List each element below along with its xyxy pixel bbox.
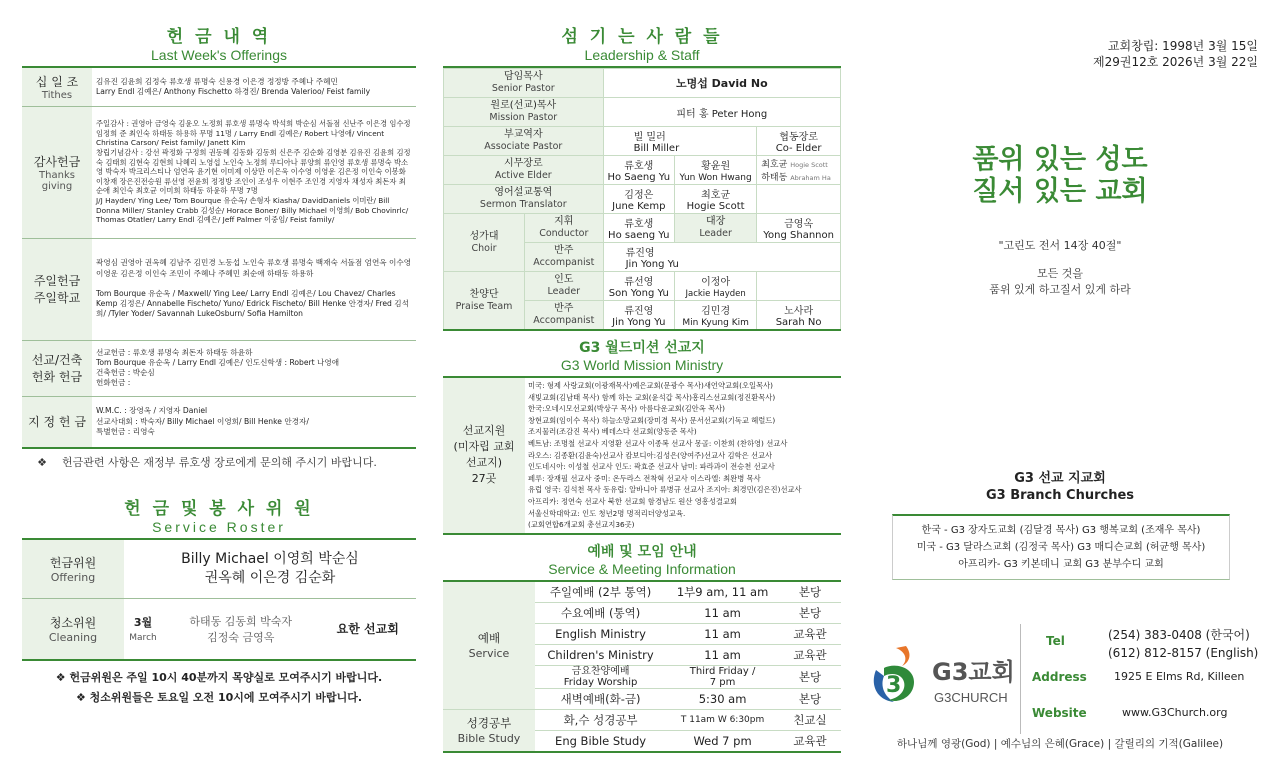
praise-leader-2 — [675, 272, 757, 301]
name-ko: 류진영 — [624, 306, 654, 317]
table-row — [443, 709, 841, 730]
elder-1 — [603, 156, 674, 185]
translator-2 — [675, 185, 757, 214]
tel-korean[interactable]: (254) 383-0408 (한국어) — [1108, 628, 1250, 642]
worship-label — [443, 582, 535, 710]
name-ko: 김민경 — [701, 306, 731, 317]
service-place: 교육관 — [779, 644, 841, 665]
roster-subtitle: Service Roster — [152, 519, 286, 535]
role-ko: 담임목사 — [503, 71, 543, 82]
service-time: T 11am W 6:30pm — [666, 709, 779, 730]
role-choir-leader — [675, 214, 757, 243]
table-row — [444, 98, 841, 127]
name-en: Jackie Hayden — [685, 289, 746, 299]
praise-accompanist-3 — [757, 301, 841, 331]
conductor-name — [603, 214, 674, 243]
name-ko: 최호균 — [761, 160, 788, 170]
label-en: Service — [468, 647, 510, 661]
mission-list — [525, 378, 841, 534]
branch-list — [892, 514, 1230, 580]
list-item: 한국:오네시모선교회(박상구 목사) 아름다운교회(김안옥 목사) — [528, 404, 726, 414]
list-item: 라오스: 김종환(김윤숙)선교사 캄보디아:김성은(양여주)선교사 김학은 선교사 — [528, 450, 773, 460]
name-en: Ho saeng Yu — [608, 230, 670, 241]
footer-tagline: 하나님께 영광(God) | 예수님의 은혜(Grace) | 갈릴리의 기적(Galilee) — [896, 738, 1224, 750]
diamond-bullet-icon: ❖ — [37, 456, 47, 469]
role-en: Active Elder — [494, 170, 552, 181]
website-label: Website — [1032, 706, 1087, 720]
role-ko: 반주 — [554, 303, 574, 314]
name-en: Son Yong Yu — [608, 288, 669, 299]
bible-label — [443, 709, 535, 752]
role-conductor — [525, 214, 604, 243]
offering-committee-cell — [22, 540, 124, 598]
name-ko: 최호균 — [701, 190, 731, 201]
name-en: Yong Shannon — [763, 230, 834, 241]
name-ko: 황윤원 — [701, 161, 731, 172]
praise-accompanist-2 — [675, 301, 757, 331]
verse — [860, 238, 1260, 298]
row-text: W.M.C. : 장영옥 / 지영자 Daniel 선교사대회 : 박숙자/ Billy Michael 이영희/ Bill Henke 안경자/ 특별헌금 : 리영숙 — [92, 396, 416, 448]
name-ko: 빌 밀러 — [633, 132, 666, 143]
roster-note-1: ❖ 헌금위원은 주일 10시 40분까지 목양실로 모여주시기 바랍니다. — [55, 671, 383, 684]
coelders — [757, 156, 841, 185]
logo-name-en: G3CHURCH — [934, 690, 1008, 705]
branch-title-ko: G3 선교 지교회 — [1014, 471, 1106, 486]
roster-table — [22, 540, 416, 661]
role-en: Senior Pastor — [491, 83, 555, 94]
role-en: Mission Pastor — [489, 112, 558, 123]
name-ko: 이정아 — [701, 277, 731, 288]
svg-text:3: 3 — [886, 673, 902, 698]
table-row — [444, 69, 841, 98]
table-row — [444, 272, 841, 301]
list-item: (교회연합6개교회 총선교지36곳) — [528, 520, 635, 530]
divider — [1020, 624, 1021, 734]
list-item: 인도네시아: 이성철 선교사 인도: 곽효준 선교사 남미: 파라과이 전승천 선교사 — [528, 462, 775, 472]
row-label-en: Thanks giving — [39, 169, 75, 192]
list-item: 서울신학대학교: 인도 청년2명 명적리더양성교육. — [528, 508, 686, 518]
coelder-label — [757, 127, 841, 156]
name-en: Abraham Ha — [790, 174, 831, 182]
name-en: Ho Saeng Yu — [607, 172, 671, 183]
list-item: 페루: 장재필 선교사 중미: 온두라스 전착혁 선교사 이스라엘: 최완병 목사 — [528, 473, 761, 483]
name-en: Sarah No — [775, 317, 822, 328]
role-en: Choir — [471, 242, 497, 254]
role-ko: 시무장로 — [503, 158, 543, 169]
name-en: Jin Yong Yu — [612, 317, 666, 328]
role-en: Associate Pastor — [484, 141, 563, 152]
table-row — [444, 185, 841, 214]
row-label-en: Cleaning — [48, 630, 98, 644]
tel-english[interactable]: (612) 812-8157 (English) — [1108, 646, 1259, 660]
role-ko: 부교역자 — [503, 129, 543, 140]
branch-title-en: G3 Branch Churches — [985, 488, 1135, 503]
mission-title: G3 월드미션 선교지 — [579, 340, 705, 356]
cleaning-month — [124, 598, 162, 660]
role-choir — [444, 214, 525, 272]
service-time: 1부9 am, 11 am — [666, 582, 779, 603]
service-name: 수요예배 (통역) — [535, 602, 666, 623]
service-time: Third Friday / 7 pm — [666, 665, 779, 688]
tel-numbers — [1108, 626, 1258, 662]
role-ko: 영어설교통역 — [494, 187, 553, 198]
address: 1925 E Elms Rd, Killeen — [1114, 670, 1245, 683]
table-row — [22, 396, 416, 448]
verse-line-2: 품위 있게 하고질서 있게 하라 — [989, 283, 1131, 296]
row-text: 선교헌금 : 류호생 류명숙 최돈자 하태동 하윤하 Tom Bourque 유순옥 / Larry Endl 김예은/ 인도신학생 : Robert 나영애 건축헌금 : 박순심 헌화헌금 : — [92, 340, 416, 396]
service-time: 5:30 am — [666, 688, 779, 709]
service-place: 본당 — [779, 602, 841, 623]
name-ko: 김정은 — [624, 190, 654, 201]
role-associate — [444, 127, 604, 156]
tithes-cell — [22, 68, 92, 106]
issue-number: 제29권12호 2026년 3월 22일 — [1093, 55, 1258, 69]
name-en: Min Kyung Kim — [682, 318, 749, 328]
leadership-column — [443, 0, 841, 753]
services-table — [443, 582, 841, 753]
roster-note-2: ❖ 청소위원들은 토요일 오전 10시에 모여주시기 바랍니다. — [75, 691, 363, 704]
service-time: 11 am — [666, 623, 779, 644]
motto-line-1: 품위 있는 성도 — [972, 144, 1148, 175]
leadership-subtitle: Leadership & Staff — [584, 47, 700, 63]
table-row — [444, 156, 841, 185]
list-item: 아프리카: 정연숙 선교사 북한 선교회 함경남도 원산 영흥성결교회 — [528, 496, 738, 506]
table-row — [22, 238, 416, 340]
cleaning-names: 하태동 김동희 박숙자 김정숙 금영옥 — [162, 598, 319, 660]
table-row — [22, 106, 416, 238]
row-text: 곽영심 권영아 권옥혜 김남주 김민경 노동섭 노인숙 류호생 류명숙 백재숙 서돌점 엄연옥 이수영 이영운 김은정 이인숙 조민이 주혜나 주혜민 최순애 하태동 하용하 Tom Bourque 유순옥 / Maxwell/ Ying Lee/ Larry Endl 김예은/ Lou Chavez/ Charles Kemp 김정은/ Annabelle Fischeto/ Yuno/ Edrick Fischeto/ Bill Henke 안경자/ Fred 김석희/ /Tyler Yoder/ Savannah LukeOsburn/ Sofia Hamilton — [92, 238, 416, 340]
row-label: 청소위원 — [49, 615, 97, 630]
name-en: Hogie Scott — [686, 201, 745, 212]
empty-cell — [757, 185, 841, 214]
name-en: June Kemp — [612, 201, 666, 212]
role-en: Praise Team — [455, 300, 513, 312]
label-ko: 예배 — [477, 631, 501, 646]
offering-names: Billy Michael 이영희 박순심 권옥혜 이은경 김순화 — [124, 540, 416, 598]
motto-line-2: 질서 있는 교회 — [972, 176, 1148, 207]
role-translator — [444, 185, 604, 214]
founded-date: 교회창립: 1998년 3월 15일 — [1107, 39, 1258, 53]
role-accompanist — [525, 243, 604, 272]
role-praise-accompanist — [525, 301, 604, 331]
table-row — [22, 598, 416, 660]
empty-cell — [757, 272, 841, 301]
name-ko: 협동장로 — [779, 132, 818, 143]
service-place: 친교실 — [779, 709, 841, 730]
associate-name — [603, 127, 757, 156]
verse-line-1: 모든 것을 — [1036, 267, 1083, 280]
role-en: Leader — [547, 286, 581, 297]
elder-2 — [675, 156, 757, 185]
service-time: Wed 7 pm — [666, 730, 779, 752]
service-name: English Ministry — [535, 623, 666, 644]
name-ko: 노사라 — [784, 306, 814, 317]
service-place: 본당 — [779, 665, 841, 688]
leadership-table — [443, 68, 841, 331]
role-mission — [444, 98, 604, 127]
role-en: Accompanist — [533, 315, 595, 326]
list-item: 미국 - G3 달라스교회 (김정국 목사) G3 매디슨교회 (허균행 목사) — [916, 542, 1206, 553]
role-senior — [444, 69, 604, 98]
mission-pastor-name: 피터 홍 Peter Hong — [603, 98, 840, 127]
role-ko: 원로(선교)목사 — [490, 100, 557, 111]
cover-column — [860, 0, 1270, 777]
branch-heading — [860, 470, 1260, 504]
senior-pastor-name: 노명섭 David No — [603, 69, 840, 98]
list-item: 조지물러(조감진 목사) 베데스다 선교회(양동준 목사) — [528, 427, 697, 437]
row-label-en: Offering — [50, 570, 96, 584]
role-ko: 지휘 — [554, 216, 574, 227]
row-label: 십 일 조 — [35, 74, 79, 89]
offerings-table — [22, 68, 416, 449]
list-item: 베트남: 조명철 선교사 지영환 선교사 이종복 선교사 몽골: 이찬희 (찬하영) 선교사 — [528, 438, 788, 448]
leadership-title: 섬 기 는 사 람 들 — [561, 27, 723, 47]
praise-accompanist-1 — [603, 301, 674, 331]
row-text: 주일감사 : 권영아 금영숙 김윤오 노정희 류호생 류명숙 박석희 박순심 서돌점 신난주 이은경 임수정 임정희 준 최인숙 하태동 하용하 무명 11명 / Larry Endl 김예은/ Robert 나영애/ Vincent Christina Carson/ Feist family/ Janett Kim 창립기념감사 : 강선 곽정화 구정희 권동혜 김동화 김동희 신은주 김순화 김영분 김유진 김윤희 김정숙 김태희 김현숙 김현희 나혜리 노영섭 노인숙 노정희 루디아나 류양희 류인영 류호생 류명숙 박소영 박숙자 박크리스티나 엄연옥 윤기현 이미제 이상만 이은욱 이수영 이영운 김은정 이인숙 이봉화 이창재 장은진전승원 류선영 전윤희 정정방 조인이 조성우 이현주 조인경 지영자 채성자 최돈자 최순애 최인숙 최호균 이미희 하태동 하윤하 무명 7명 J/J Hayden/ Ying Lee/ Tom Bourque 유순옥/ 손형자 Kiasha/ DavidDaniels 이미란/ Bill Donna Miller/ Stanley Crabb 김성순/ Horace Boner/ Billy Michael 이영희/ Bob Chovinrlc/ Thomas Otatler/ Larry Endl 김예은/ Jeff Palmer 이중임/ Feist family/ — [92, 106, 416, 238]
offering-note-text: 헌금관련 사항은 재정부 류호생 장로에게 문의해 주시기 바랍니다. — [62, 456, 377, 469]
table-row — [443, 378, 841, 534]
service-place: 본당 — [779, 582, 841, 603]
name-en: Bill Miller — [633, 143, 680, 154]
month-ko: 3월 — [133, 616, 153, 630]
name-ko: 류선영 — [624, 277, 654, 288]
mission-offering-cell: 선교/건축 헌화 헌금 — [22, 340, 92, 396]
offering-note — [22, 454, 416, 470]
service-name: 주일예배 (2부 통역) — [535, 582, 666, 603]
role-ko: 성가대 — [469, 230, 499, 242]
role-praise-leader — [525, 272, 604, 301]
service-name: Eng Bible Study — [535, 730, 666, 752]
service-name: 새벽예배(화-금) — [535, 688, 666, 709]
row-text: 김유진 김윤희 김정숙 류호생 류명숙 신용경 이은경 정정방 주혜나 주혜민 Larry Endl 김예은/ Anthony Fischetto 하경진/ Brenda Valerioo/ Feist family — [92, 68, 416, 106]
cleaning-group: 요한 선교회 — [319, 598, 416, 660]
mission-table — [443, 378, 841, 535]
logo-name-ko: G3교회 — [932, 658, 1015, 686]
website-link[interactable]: www.G3Church.org — [1122, 706, 1228, 719]
role-ko: 반주 — [554, 245, 574, 256]
service-name: 화,수 성경공부 — [535, 709, 666, 730]
list-item: 유럽 영국: 김석천 목사 동유럽: 알바니아 류병규 선교사 조지아: 최경민(김은진)선교사 — [528, 485, 802, 495]
sunday-offering-cell: 주일헌금 주일학교 — [22, 238, 92, 340]
service-name: 금요찬양예배 Friday Worship — [535, 665, 666, 688]
g3-logo-icon — [866, 640, 926, 710]
name-en: Hogie Scott — [790, 161, 828, 169]
service-place: 본당 — [779, 688, 841, 709]
issue-info — [1093, 38, 1258, 70]
role-ko: 인도 — [554, 274, 574, 285]
row-label-en: Tithes — [41, 89, 73, 101]
row-label: 헌금위원 — [49, 555, 97, 570]
name-ko: 하태동 — [761, 173, 788, 183]
church-logo — [866, 640, 1016, 720]
row-label: 감사헌금 — [33, 154, 81, 169]
accompanist-name — [603, 243, 840, 272]
table-row — [22, 68, 416, 106]
mission-subtitle: G3 World Mission Ministry — [560, 357, 724, 373]
services-title: 예배 및 모임 안내 — [587, 543, 697, 560]
role-en: Conductor — [539, 228, 589, 239]
name-ko: 류호생 — [624, 219, 654, 230]
role-ko: 찬양단 — [469, 288, 499, 300]
choir-leader-name — [757, 214, 841, 243]
name-ko: 류진영 — [625, 248, 655, 259]
list-item: 아프리카- G3 키본데니 교회 G3 분부수디 교회 — [958, 559, 1164, 570]
table-row — [22, 340, 416, 396]
role-ko: 대장 — [705, 216, 726, 227]
name-en: Yun Won Hwang — [679, 173, 752, 183]
role-en: Sermon Translator — [479, 199, 567, 210]
name-en: Co- Elder — [775, 143, 822, 154]
service-place: 교육관 — [779, 623, 841, 644]
name-en: Jin Yong Yu — [625, 259, 679, 270]
role-elder — [444, 156, 604, 185]
label-ko: 성경공부 — [466, 716, 512, 731]
motto — [860, 144, 1260, 208]
service-place: 교육관 — [779, 730, 841, 752]
thanksgiving-cell — [22, 106, 92, 238]
mission-support-label: 선교지원 (미자립 교회 선교지) 27곳 — [443, 378, 525, 534]
table-row — [443, 582, 841, 603]
role-praise — [444, 272, 525, 331]
table-row — [444, 127, 841, 156]
list-item: 창현교회(임이수 목사) 하늘소망교회(장미경 목사) 문서선교회(기독교 헤럴드) — [528, 415, 776, 425]
address-label: Address — [1032, 670, 1087, 684]
list-item: 새빛교회(김남태 목사) 함께 하는 교회(윤석갑 목사)흥리스선교회(정진환목사) — [528, 392, 776, 402]
verse-reference: "고린도 전서 14장 40절" — [998, 239, 1122, 252]
table-row — [22, 540, 416, 598]
list-item: 미국: 형제 사랑교회(이광재목사)예은교회(문광수 목사)새언약교회(오일목사) — [528, 381, 774, 390]
tel-label: Tel — [1046, 634, 1065, 648]
cleaning-committee-cell — [22, 598, 124, 660]
role-en: Accompanist — [533, 257, 595, 268]
service-time: 11 am — [666, 602, 779, 623]
service-name: Children's Ministry — [535, 644, 666, 665]
praise-leader-1 — [603, 272, 674, 301]
roster-title: 헌 금 및 봉 사 위 원 — [124, 499, 314, 519]
offerings-column — [22, 0, 416, 705]
offerings-subtitle: Last Week's Offerings — [151, 47, 287, 63]
offerings-title: 헌 금 내 역 — [166, 27, 272, 47]
list-item: 한국 - G3 장자도교회 (김달경 목사) G3 행복교회 (조재우 목사) — [921, 525, 1201, 536]
designated-offering-cell: 지 정 헌 금 — [22, 396, 92, 448]
name-ko: 류호생 — [624, 161, 654, 172]
table-row — [444, 214, 841, 243]
role-en: Leader — [699, 228, 732, 239]
month-en: March — [129, 633, 157, 644]
services-subtitle: Service & Meeting Information — [548, 560, 736, 577]
service-time: 11 am — [666, 644, 779, 665]
name-ko: 금영옥 — [784, 219, 814, 230]
label-en: Bible Study — [457, 732, 521, 746]
translator-1 — [603, 185, 674, 214]
